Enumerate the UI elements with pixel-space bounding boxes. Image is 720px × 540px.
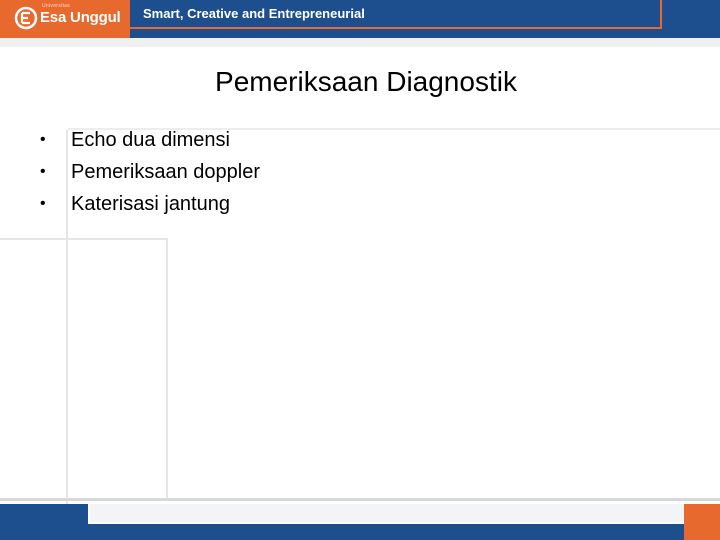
- bullet-text: Echo dua dimensi: [71, 129, 230, 151]
- footer-divider: [0, 498, 720, 501]
- logo-small-text: Universitas: [42, 3, 71, 9]
- bullet-text: Pemeriksaan doppler: [71, 161, 260, 183]
- footer-accent: [684, 504, 720, 540]
- bullet-text: Katerisasi jantung: [71, 193, 230, 215]
- logo: [0, 0, 130, 38]
- footer-panel: [88, 504, 686, 524]
- bullet-icon: •: [40, 195, 46, 212]
- bullet-icon: •: [40, 131, 46, 148]
- slide-title: Pemeriksaan Diagnostik: [215, 66, 517, 97]
- header-bar: [0, 0, 720, 38]
- esa-unggul-logo-icon: [14, 6, 38, 30]
- logo-name: Esa Unggul: [40, 9, 121, 26]
- bullet-item: [40, 124, 260, 156]
- bullet-icon: •: [40, 163, 46, 180]
- header-shadow: [0, 38, 720, 47]
- decor-line: [0, 238, 168, 240]
- bullet-list: [40, 124, 260, 220]
- bullet-item: [40, 156, 260, 188]
- decor-line: [166, 240, 168, 500]
- bullet-item: [40, 188, 260, 220]
- tagline: Smart, Creative and Entrepreneurial: [143, 6, 365, 21]
